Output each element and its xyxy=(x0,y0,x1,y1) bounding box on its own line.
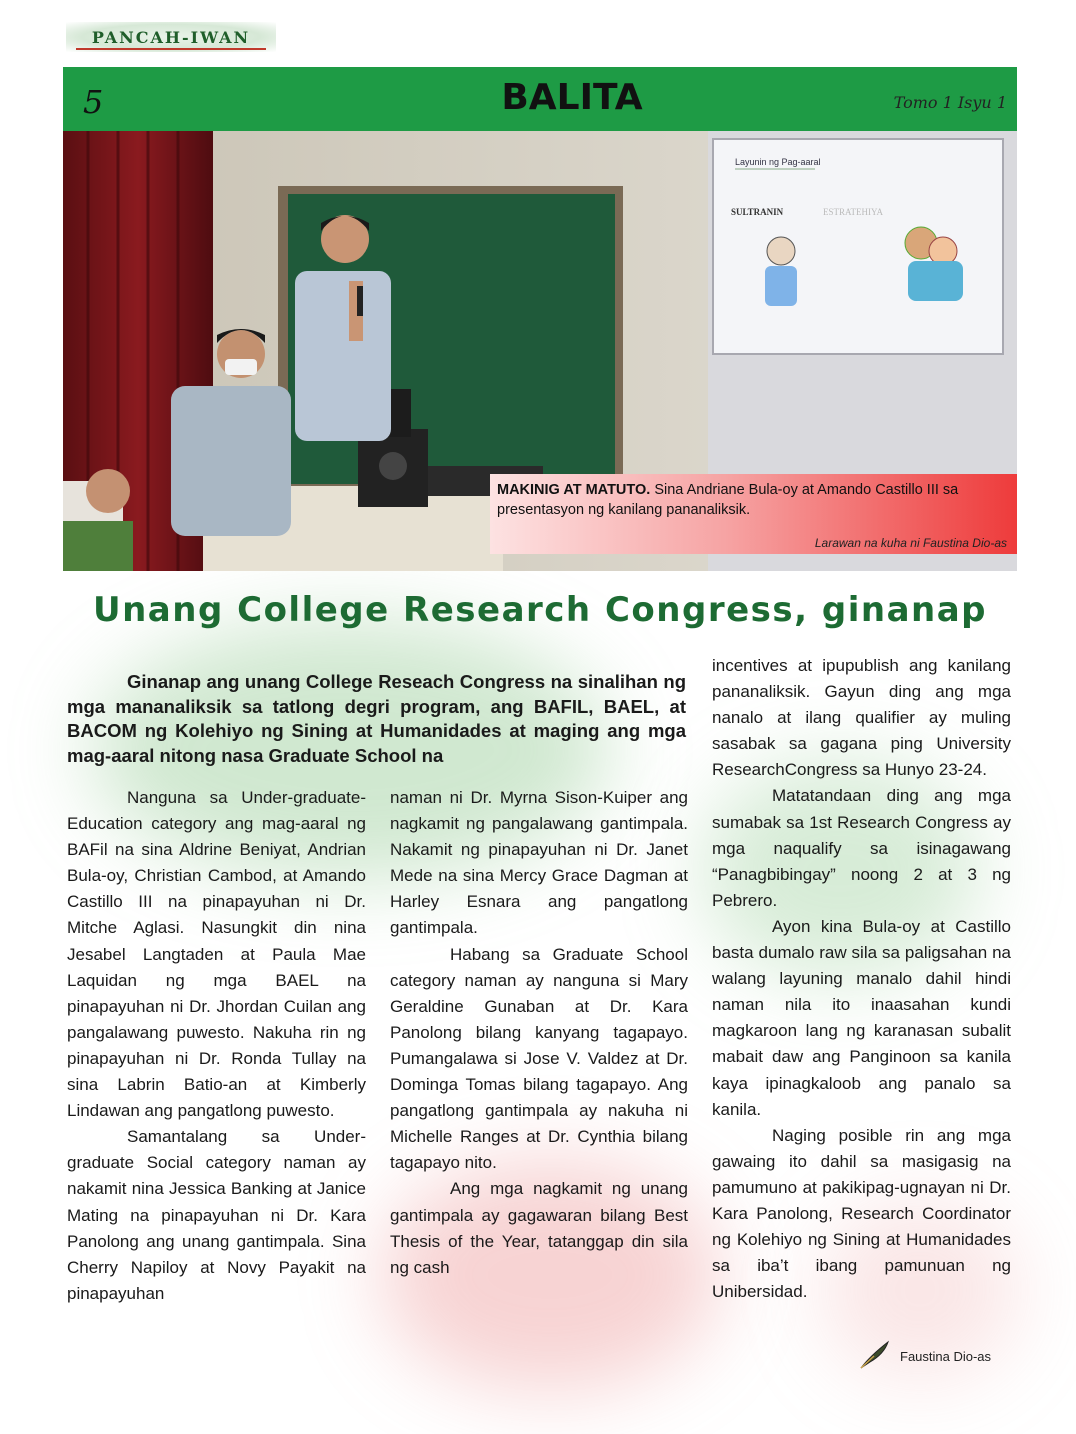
page-number: 5 xyxy=(83,83,104,121)
article-lede: Ginanap ang unang College Reseach Congress na sinalihan ng mga mananaliksik sa tatlong degri program, ang BAFIL, BAEL, at BACOM ng Kolehiyo ng Sining at Humanidades at maging ang mga mag-aaral nitong nasa Graduate School na xyxy=(67,671,686,766)
byline xyxy=(858,1340,991,1372)
logo-underline xyxy=(76,48,266,50)
paragraph: Matatandaan ding ang mga sumabak sa 1st Research Congress ay mga naqualify sa isinagawang “Panagbibingay” noong 2 at 3 ng Pebrero. xyxy=(712,786,1011,910)
article-column-2 xyxy=(390,785,688,1281)
paragraph: Ayon kina Bula-oy at Castillo basta dumalo raw sila sa paligsahan na walang layuning manalo dahil hindi naman nila ito inaasahan kundi magkaroon lang ng karanasan subalit mabait daw ang Panginoon sa kanila kaya ipinagkaloob ang panalo sa kanila. xyxy=(712,916,1011,1119)
author-name: Faustina Dio-as xyxy=(900,1348,992,1364)
section-header xyxy=(63,67,1017,131)
masthead-logo-text: PANCAH-IWAN xyxy=(91,27,251,47)
paragraph: Naging posible rin ang mga gawaing ito dahil sa masigasig na pamumuno at pakikipag-ugnayan ni Dr. Kara Panolong, Research Coordinator ng Kolehiyo ng Sining at Humanidades sa iba’t ibang pamunuan ng Unibersidad. xyxy=(712,1125,1011,1302)
paragraph: incentives at ipupublish ang kanilang pananaliksik. Gayun ding ang mga nanalo at ilang qualifier ay muling sasabak sa gagana ping University ResearchCongress sa Hunyo 23-24. xyxy=(712,656,1011,780)
caption-title: MAKINIG AT MATUTO. xyxy=(497,482,651,498)
paragraph: naman ni Dr. Myrna Sison-Kuiper ang nagkamit ng pangalawang gantimpala. Nakamit ng pinapayuhan ni Dr. Janet Mede na sina Mercy Grace Dagman at Harley Esnara ang pangatlong gantimpala. xyxy=(390,788,688,938)
article-column-3 xyxy=(712,653,1011,1305)
paragraph: Samantalang sa Under-graduate Social category naman ay nakamit nina Jessica Banking at Janice Mating na pinapayuhan ni Dr. Kara Panolong ang unang gantimpala. Sina Cherry Napiloy at Novy Payakit na pinapayuhan xyxy=(67,1127,366,1303)
slide-title-text: Layunin ng Pag-aaral xyxy=(735,157,821,167)
quill-pen-icon xyxy=(858,1340,892,1373)
caption-body: Sina Andriane Bula-oy at Amando Castillo III sa presentasyon ng kanilang pananaliksik. xyxy=(497,482,959,518)
masthead-logo xyxy=(66,22,276,52)
paragraph: Habang sa Graduate School category naman ay nanguna si Mary Geraldine Gunaban at Dr. Kara Panolong bilang kanyang tagapayo. Pumangalawa si Jose V. Valdez at Dr. Dominga Tomas bilang tagapayo. Ang pangatlong gantimpala ay nakuha ni Michelle Ranges at Dr. Cynthia bilang tagapayo nito. xyxy=(390,944,688,1173)
slide-word-1: SULTRANIN xyxy=(731,207,784,217)
article-headline: Unang College Research Congress, ginanap xyxy=(92,590,988,630)
caption-text xyxy=(497,480,1009,520)
article-column-1 xyxy=(67,785,366,1307)
section-title: BALITA xyxy=(501,77,643,118)
slide-word-2: ESTRATEHIYA xyxy=(823,207,883,217)
photo-credit: Larawan na kuha ni Faustina Dio-as xyxy=(814,536,1007,550)
issue-label: Tomo 1 Isyu 1 xyxy=(893,93,1007,112)
paragraph: Ang mga nagkamit ng unang gantimpala ay gagawaran bilang Best Thesis of the Year, tatanggap din sila ng cash xyxy=(390,1179,688,1277)
paragraph: Nanguna sa Under-graduate-Education category ang mag-aaral ng BAFil na sina Aldrine Beniyat, Andrian Bula-oy, Christian Cambod, at Amando Castillo III na pinapayuhan ni Dr. Mitche Aglasi. Nasungkit din nina Jesabel Langtaden at Paula Mae Laquidan ng mga BAEL na pinapayuhan ni Dr. Jhordan Cuilan ang pangalawang puwesto. Nakuha rin ng pinapayuhan ni Dr. Ronda Tullay na sina Labrin Batio-an at Kimberly Lindawan ang pangatlong puwesto. xyxy=(67,788,366,1121)
photo-caption xyxy=(490,474,1017,554)
